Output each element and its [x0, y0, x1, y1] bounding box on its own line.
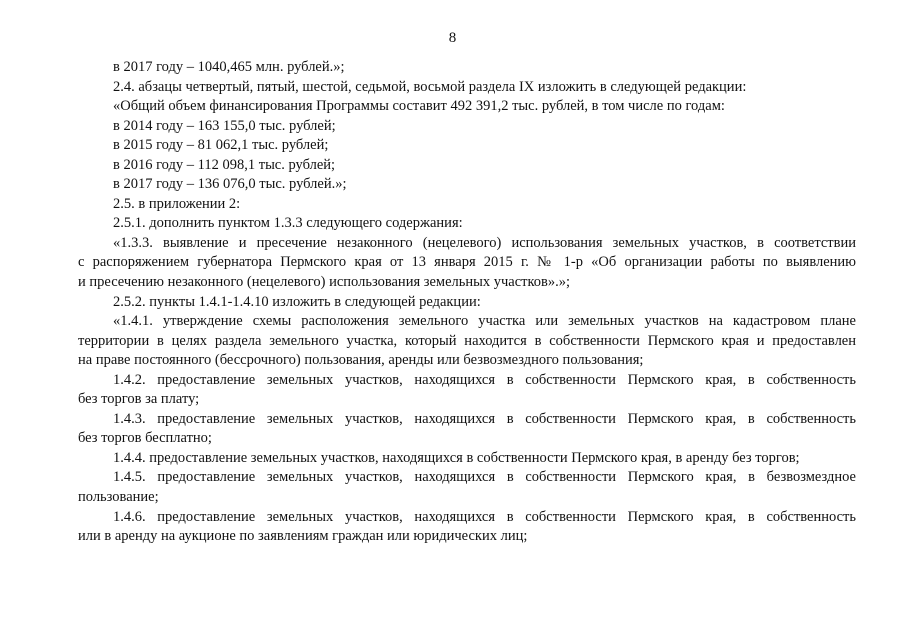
text-line: 1.4.3. предоставление земельных участков, находящихся в собственности Пермского края, в собственность: [113, 410, 856, 427]
text-line: в 2016 году – 112 098,1 тыс. рублей;: [113, 156, 336, 173]
text-line: в 2017 году – 136 076,0 тыс. рублей.»;: [113, 176, 347, 193]
text-line: 1.4.4. предоставление земельных участков, находящихся в собственности Пермского края, в аренду без торгов;: [113, 449, 800, 466]
document-body: [78, 58, 856, 547]
text-line: «Общий объем финансирования Программы составит 492 391,2 тыс. рублей, в том числе по годам:: [113, 98, 725, 115]
text-line: 2.5.2. пункты 1.4.1-1.4.10 изложить в следующей редакции:: [113, 293, 481, 310]
text-line: на праве постоянного (бессрочного) пользования, аренды или безвозмездного пользования;: [78, 352, 644, 369]
text-line: с распоряжением губернатора Пермского края от 13 января 2015 г. № 1-р «Об организации работы по выявлению: [78, 254, 856, 271]
text-line: в 2017 году – 1040,465 млн. рублей.»;: [113, 59, 345, 75]
text-line: в 2015 году – 81 062,1 тыс. рублей;: [113, 137, 329, 154]
text-line: в 2014 году – 163 155,0 тыс. рублей;: [113, 117, 336, 134]
text-line: «1.3.3. выявление и пресечение незаконного (нецелевого) использования земельных участков, в соответствии: [113, 234, 856, 251]
text-line: и пресечению незаконного (нецелевого) использования земельных участков».»;: [78, 274, 571, 291]
text-line: 1.4.6. предоставление земельных участков, находящихся в собственности Пермского края, в собственность: [113, 508, 856, 525]
text-line: территории в целях раздела земельного участка, который находится в собственности Пермского края и предоставлен: [78, 332, 856, 349]
text-line: 2.5. в приложении 2:: [113, 195, 241, 212]
text-line: или в аренду на аукционе по заявлениям граждан или юридических лиц;: [78, 528, 528, 545]
text-line: без торгов бесплатно;: [78, 430, 212, 447]
text-line: «1.4.1. утверждение схемы расположения земельного участка или земельных участков на кадастровом плане: [113, 313, 856, 330]
text-line: 2.5.1. дополнить пунктом 1.3.3 следующего содержания:: [113, 215, 463, 232]
text-line: 1.4.5. предоставление земельных участков, находящихся в собственности Пермского края, в безвозмездное: [113, 469, 856, 486]
text-line: без торгов за плату;: [78, 391, 200, 408]
text-line: 1.4.2. предоставление земельных участков, находящихся в собственности Пермского края, в собственность: [113, 371, 856, 388]
page-number: 8: [448, 30, 457, 46]
text-line: пользование;: [78, 489, 159, 506]
text-line: 2.4. абзацы четвертый, пятый, шестой, седьмой, восьмой раздела IX изложить в следующей редакции:: [113, 78, 747, 95]
